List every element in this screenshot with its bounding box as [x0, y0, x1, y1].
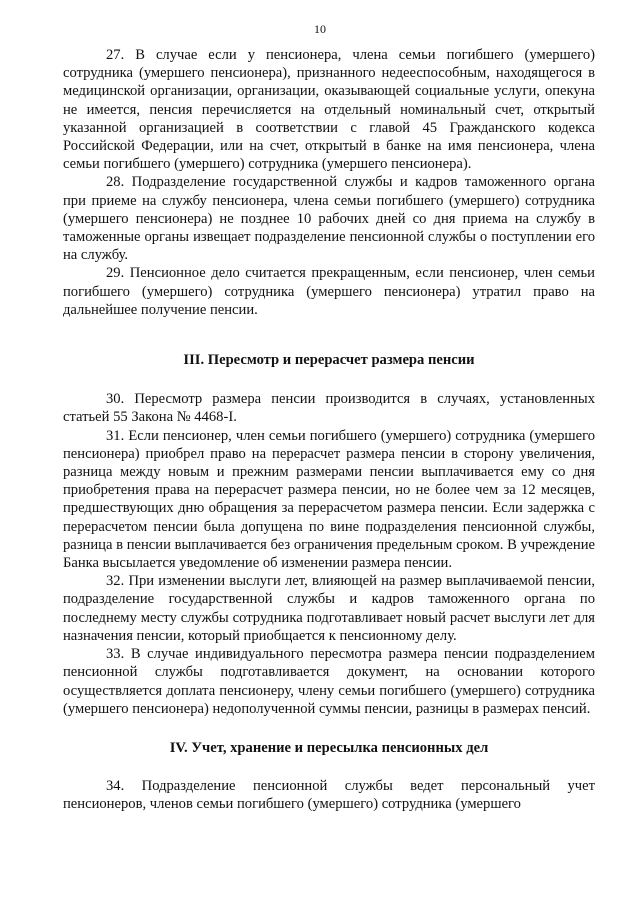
paragraph-34: 34. Подразделение пенсионной службы ведет персональный учет пенсионеров, членов семьи погибшего (умершего) сотрудника (умершего — [63, 778, 595, 813]
paragraph-32: 32. При изменении выслуги лет, влияющей на размер выплачиваемой пенсии, подразделение государственной службы и кадров таможенного органа по последнему месту службы сотрудника подготавливает новый расчет выслуги лет для назначения пенсии, который приобщается к пенсионному делу. — [63, 573, 595, 644]
paragraph-31: 31. Если пенсионер, член семьи погибшего (умершего) сотрудника (умершего пенсионера) приобрел право на перерасчет размера пенсии в сторону увеличения, разница между новым и прежним размерами пенсии выплачивается ему со дня приобретения права на перерасчет размера пенсии, но не более чем за 12 месяцев, предшествующих дню обращения за перерасчетом размера пенсии. Если задержка с перерасчетом пенсии была допущена по вине подразделения пенсионной службы, разница в пенсии выплачивается без ограничения предельным сроком. В учреждение Банка высылается уведомление об изменении размера пенсии. — [63, 427, 595, 572]
page-number: 10 — [314, 22, 326, 36]
paragraph-29: 29. Пенсионное дело считается прекращенным, если пенсионер, член семьи погибшего (умершего) сотрудника (умершего пенсионера) утратил право на дальнейшее получение пенсии. — [63, 265, 595, 318]
section-heading-3: III. Пересмотр и перерасчет размера пенсии — [183, 352, 475, 369]
paragraph-33: 33. В случае индивидуального пересмотра размера пенсии подразделением пенсионной службы подготавливается документ, на основании которого осуществляется доплата пенсионеру, члену семьи погибшего (умершего) сотрудника (умершего пенсионера) недополученной суммы пенсии, разницы в размерах пенсий. — [63, 646, 595, 717]
paragraph-28: 28. Подразделение государственной службы и кадров таможенного органа при приеме на службу пенсионера, члена семьи погибшего (умершего) сотрудника (умершего пенсионера) не позднее 10 рабочих дней со дня приема на службу в таможенные органы извещает подразделение пенсионной службы о поступлении его на службу. — [63, 174, 595, 264]
paragraph-30: 30. Пересмотр размера пенсии производится в случаях, установленных статьей 55 Закона № 4468-I. — [63, 391, 595, 426]
document-body — [63, 46, 595, 814]
section-heading-4: IV. Учет, хранение и пересылка пенсионных дел — [169, 739, 489, 756]
paragraph-27: 27. В случае если у пенсионера, члена семьи погибшего (умершего) сотрудника (умершего пенсионера), признанного недееспособным, находящегося в медицинской организации, организации, оказывающей социальные услуги, опекуна не имеется, пенсия перечисляется на отдельный номинальный счет, открытый указанной организацией в соответствии с главой 45 Гражданского кодекса Российской Федерации, или на счет, открытый в банке на имя пенсионера, члена семьи погибшего (умершего) сотрудника (умершего пенсионера). — [63, 47, 595, 173]
